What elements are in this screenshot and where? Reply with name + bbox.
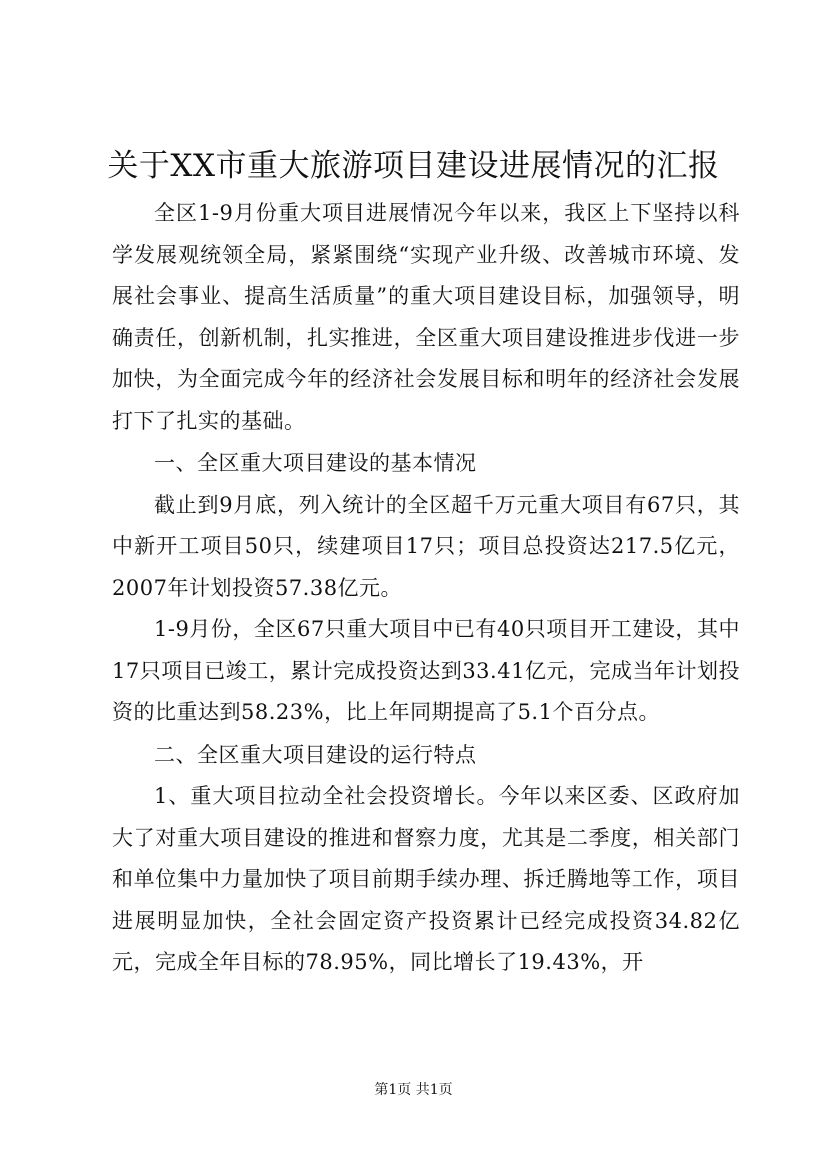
paragraph-progress: 1-9月份，全区67只重大项目中已有40只项目开工建设，其中17只项目已竣工，累计完成投资达到33.41亿元，完成当年计划投资的比重达到58.23%，比上年同期提高了5.1个百分点。 — [112, 617, 740, 724]
document-body — [112, 193, 740, 984]
page-footer: 第1页 共1页 — [374, 1082, 453, 1098]
document-title: 关于XX市重大旅游项目建设进展情况的汇报 — [107, 148, 720, 184]
paragraph-project-count: 截止到9月底，列入统计的全区超千万元重大项目有67只，其中新开工项目50只，续建项目17只；项目总投资达217.5亿元，2007年计划投资57.38亿元。 — [112, 492, 740, 600]
section-heading-features: 二、全区重大项目建设的运行特点 — [154, 742, 477, 767]
intro-paragraph: 全区1-9月份重大项目进展情况今年以来，我区上下坚持以科学发展观统领全局，紧紧围绕“实现产业升级、改善城市环境、发展社会事业、提高生活质量”的重大项目建设目标，加强领导，明确责任，创新机制，扎实推进，全区重大项目建设推进步伐进一步加快，为全面完成今年的经济社会发展目标和明年的经济社会发展打下了扎实的基础。 — [112, 201, 740, 433]
paragraph-investment-growth: 1、重大项目拉动全社会投资增长。今年以来区委、区政府加大了对重大项目建设的推进和督察力度，尤其是二季度，相关部门和单位集中力量加快了项目前期手续办理、拆迁腾地等工作，项目进展明显加快，全社会固定资产投资累计已经完成投资34.82亿元，完成全年目标的78.95%，同比增长了19.43%，开 — [112, 784, 740, 974]
section-heading-basic-situation: 一、全区重大项目建设的基本情况 — [154, 451, 477, 475]
